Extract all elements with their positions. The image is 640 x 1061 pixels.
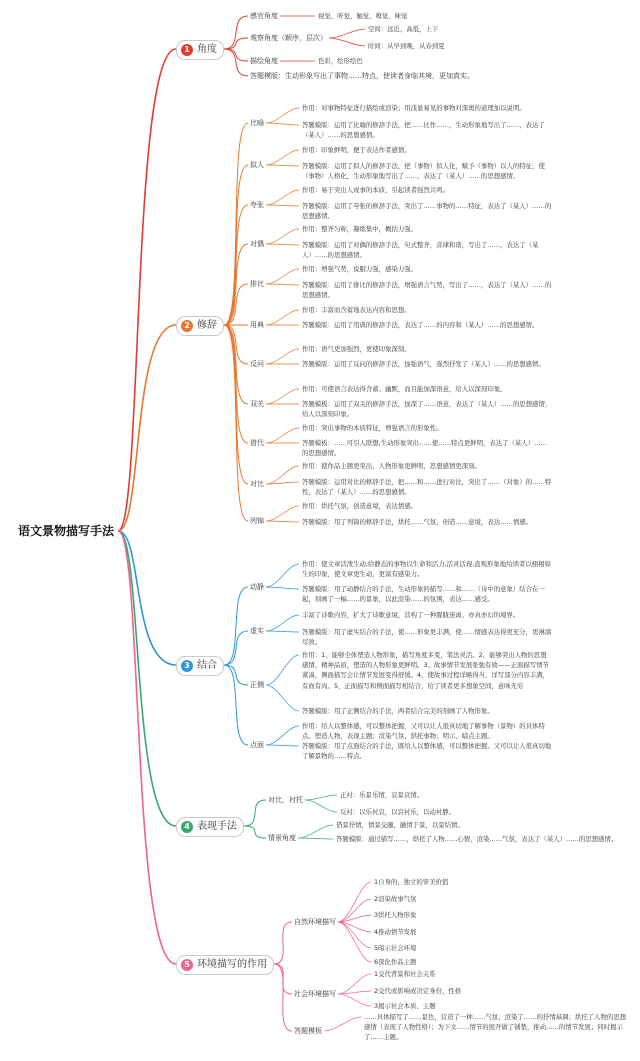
subtopic[interactable]: 夸张 — [250, 201, 264, 209]
connector-line — [338, 882, 371, 922]
leaf-text: ……具体描写了……景色，营造了一种……气氛；渲染了……的抒情基调；烘托了人物的思想感情（表现了人物性格）；为下文……情节的展开做了铺垫，推动……的情节发展；同时揭示了……主题。 — [364, 1013, 627, 1042]
leaf-text: 作用：语气更加强烈，更使印象深刻。 — [302, 345, 411, 353]
connector-line — [224, 123, 248, 325]
leaf-text: 借景抒情，情景交融，融情于景，以景结情。 — [336, 821, 464, 829]
subtopic[interactable]: 答题模版：生动形象写出了事物……特点，使读者身临其境，更加真实。 — [250, 72, 474, 80]
subtopic[interactable]: 拟人 — [250, 161, 264, 169]
leaf-text: 答题模版：运用了对偶的修辞手法，句式整齐，音律和谐，写出了……，表达了（某人）……的思想感情。 — [302, 241, 539, 260]
leaf-text: 答题模版：用了虚实结合的手法，使……形象更丰满，使……情感表达得更充分，更淋漓尽致。 — [302, 628, 552, 647]
main-topic-label: 表现手法 — [197, 821, 237, 832]
connector-line — [244, 800, 266, 826]
main-topic-1[interactable] — [176, 40, 224, 60]
subtopic[interactable]: 观察角度（顺序，层次） — [250, 34, 327, 42]
subtopic[interactable]: 答题模板 — [294, 1027, 322, 1035]
connector-line — [224, 587, 248, 665]
connector-line — [266, 123, 299, 125]
subtopic[interactable]: 自然环境描写 — [294, 918, 336, 926]
leaf-text: 作用：印象鲜明，便于表达作者感情。 — [302, 146, 411, 154]
leaf-text: 作用：给人以整体感，可以整体把握，又可以让人很真切地了解事物（景物）的具体特点。塑造人物，表现主题；渲染气氛，烘托事物；明示、暗点主题。 — [302, 722, 545, 741]
connector-line — [224, 49, 248, 76]
connector-line — [324, 1017, 361, 1031]
leaf-text: 3烘托人物形象 — [374, 911, 417, 919]
subtopic[interactable]: 双关 — [250, 400, 264, 408]
topic-number-badge: 5 — [181, 959, 193, 971]
connector-line — [266, 244, 299, 245]
connector-line — [305, 800, 337, 812]
subtopic[interactable]: 列锦 — [250, 517, 264, 525]
leaf-text: 答题模版：运用对比的修辞手法，把……和……进行对比，突出了……（对象）的……特性，表达了（某人）……的思想感情。 — [302, 478, 552, 497]
connector-line — [118, 531, 176, 826]
subtopic[interactable]: 反问 — [250, 360, 264, 368]
connector-line — [266, 310, 299, 325]
leaf-text: 作用：增强气势，说服力强，感染力强。 — [302, 265, 418, 273]
connector-line — [266, 466, 299, 484]
connector-line — [266, 564, 299, 587]
connector-line — [329, 38, 365, 46]
connector-line — [338, 922, 371, 962]
connector-line — [266, 150, 299, 165]
subtopic[interactable]: 对比，衬托 — [268, 796, 303, 804]
connector-line — [244, 826, 266, 838]
leaf-text: 答题模板：运用了双关的修辞手法，加深了……语意，表达了（某人）……的思想感情，给人以深刻印象。 — [302, 400, 552, 419]
connector-line — [266, 631, 299, 632]
leaf-text: 答题模版：运用了反问的修辞手法，加强语气，强烈抒发了（某人）……的思想感情。 — [302, 360, 545, 368]
leaf-text: 1交代背景和社会关系 — [374, 970, 436, 978]
connector-line — [266, 349, 299, 364]
connector-line — [274, 922, 292, 964]
main-topic-3[interactable] — [176, 656, 224, 676]
main-topic-4[interactable] — [176, 817, 244, 837]
connector-line — [224, 325, 248, 521]
subtopic[interactable]: 点面 — [250, 741, 264, 749]
connector-line — [329, 29, 365, 38]
leaf-text: 正衬：乐景乐情，哀景哀情。 — [340, 791, 424, 799]
leaf-text: 答题模版：运用了排比的修辞手法，增强语言气势，写出了……，表达了（某人）……的思想感情。 — [302, 281, 552, 300]
leaf-text: 空间：远近，高低，上下 — [368, 25, 439, 33]
leaf-text: 作用：丰富而含蓄地表达内容和思想。 — [302, 306, 411, 314]
connector-line — [266, 165, 299, 166]
leaf-text: 答题模板：……可引人联想,生动形象突出……使……特点更鲜明，表达了（某人）……的思想感情。 — [302, 439, 547, 458]
connector-line — [266, 205, 299, 206]
leaf-text: 答题模版：运用了用典的修辞手法，表达了……的内容和（某人）……的思想感情。 — [302, 321, 539, 329]
subtopic[interactable]: 动静 — [250, 583, 264, 591]
leaf-text: 作用：突出事物的本质特征，增强语言的形象性。 — [302, 424, 443, 432]
leaf-text: 反衬：以乐衬哀，以哀衬乐，以动衬静。 — [340, 808, 456, 816]
leaf-text: 答题模版：运用了夸张的修辞手法，突出了……事物的……特征，表达了（某人）……的思想感情。 — [302, 202, 552, 221]
leaf-text: 视觉、听觉、触觉、嗅觉、味觉 — [318, 12, 408, 20]
subtopic[interactable]: 情景角度 — [268, 834, 296, 842]
connector-line — [338, 922, 371, 948]
root-topic[interactable]: 语文景物描写手法 — [18, 524, 115, 538]
connector-line — [266, 685, 299, 711]
connector-line — [305, 795, 337, 800]
subtopic[interactable]: 借代 — [250, 439, 264, 447]
subtopic[interactable]: 排比 — [250, 280, 264, 288]
leaf-text: 2交代或影响或决定身份，性格 — [374, 987, 462, 995]
main-topic-label: 角度 — [197, 44, 217, 55]
connector-line — [266, 108, 299, 123]
main-topic-label: 修辞 — [197, 320, 217, 331]
connector-line — [266, 506, 299, 521]
connector-line — [224, 38, 248, 49]
leaf-text: 3揭示社会本质、主题 — [374, 1002, 436, 1010]
connector-line — [298, 825, 333, 838]
connector-line — [266, 726, 299, 745]
topic-number-badge: 4 — [181, 821, 193, 833]
leaf-text: 作用：使作品主题更突出，人物形象更鲜明，思想感情更深刻。 — [302, 462, 481, 470]
leaf-text: 答题模版：通过描写……，烘托了人物……心情，渲染……气氛，表达了（某人）……的思想感情。 — [336, 835, 618, 843]
main-topic-label: 环境描写的作用 — [197, 959, 267, 970]
leaf-text: 色彩，绘形绘色 — [318, 57, 363, 65]
subtopic[interactable]: 社会环境描写 — [294, 990, 336, 998]
leaf-text: 答题模版：用了点面结合的手法，既给人以整体感，可以整体把握。又可以让人很真切地了解景物的……特点。 — [302, 742, 552, 761]
main-topic-label: 结合 — [197, 660, 217, 671]
leaf-text: 6深化作品主题 — [374, 958, 417, 966]
leaf-text: 1自身的，独立的审美价值 — [374, 878, 449, 886]
connector-line — [224, 49, 248, 61]
topic-number-badge: 1 — [181, 44, 193, 56]
connector-line — [266, 269, 299, 284]
connector-line — [266, 745, 299, 746]
leaf-text: 2渲染故事气氛 — [374, 895, 417, 903]
subtopic[interactable]: 用典 — [250, 321, 264, 329]
main-topic-2[interactable] — [176, 316, 224, 336]
leaf-text: 作用：整齐匀称，凝练集中，概括力强。 — [302, 225, 418, 233]
leaf-text: 作用：可使语言表达得含蓄、幽默，而且能加深语意，给人以深刻印象。 — [302, 385, 507, 393]
connector-line — [266, 284, 299, 285]
leaf-text: 答题模版：用了正侧结合的手法，两者结合完美的刻画了人物形象。 — [302, 707, 494, 715]
main-topic-5[interactable] — [176, 955, 274, 975]
connector-line — [266, 587, 299, 589]
connector-line — [266, 190, 299, 205]
connector-line — [266, 655, 299, 685]
leaf-text: 作用：对事物特征进行描绘或渲染；用浅显易见的事物对深奥的道理加以说明。 — [302, 104, 526, 112]
topic-number-badge: 2 — [181, 320, 193, 332]
connector-line — [338, 991, 371, 994]
leaf-text: 答题模版：用了列锦的修辞手法，烘托……气氛，创造……意境，表达……情感。 — [302, 518, 533, 526]
connector-line — [338, 994, 371, 1006]
leaf-text: 5暗示社会环境 — [374, 944, 417, 952]
leaf-text: 4推动情节发展 — [374, 928, 417, 936]
leaf-text: 答题模版：运用了比喻的修辞手法，把……比作……，生动形象地写出了……，表达了（某人）……的思想感情。 — [302, 121, 545, 140]
leaf-text: 作用：易于突出人或事的本质，引起读者强烈共鸣。 — [302, 186, 449, 194]
leaf-text: 丰富了诗歌内容，扩大了诗歌意境，营构了一种朦胧迷离、亦真亦幻的境界。 — [302, 611, 520, 619]
connector-line — [298, 838, 333, 839]
connector-line — [266, 229, 299, 244]
subtopic[interactable]: 感官角度 — [250, 12, 278, 20]
subtopic[interactable]: 对比 — [250, 480, 264, 488]
connector-line — [266, 615, 299, 631]
leaf-text: 答题模版：运用了拟人的修辞手法，把（事物）拟人化，赋予（事物）以人的特征，使（事物）人格化，生动形象地写出了……，表达了（某人）……的思想感情。 — [302, 162, 545, 181]
leaf-text: 作用：1、能够全体塑造人物形象，描写角度多变，笔法灵活。2、能够突出人物的思想感情、精神品质，塑造的人物形象更鲜明。3、故事情节发展张弛有致——正面描写情节紧凑，侧面描写会让情节发展变得舒缓。4、使故事过程详略得当，详写部分内容丰满，有血有肉。5、正面描写和侧面描写相结合，给了读者更多想象空间，意味无穷 — [302, 651, 549, 690]
leaf-text: 作用：使文章活泼生动,给静态的事物以生命和活力,活灵活现,直观形象地给读者以栩栩如生的印象，使文章更生动，更富有感染力。 — [302, 560, 551, 579]
connector-line — [224, 665, 248, 685]
leaf-text: 作用：烘托气氛，创造意境，表达情感。 — [302, 502, 418, 510]
subtopic[interactable]: 比喻 — [250, 119, 264, 127]
subtopic[interactable]: 描绘角度 — [250, 57, 278, 65]
connector-line — [224, 631, 248, 665]
connector-line — [266, 389, 299, 404]
leaf-text: 时间：从早到晚，从春到夏 — [368, 42, 445, 50]
connector-line — [118, 49, 176, 531]
subtopic[interactable]: 对偶 — [250, 240, 264, 248]
connector-line — [266, 428, 299, 443]
subtopic[interactable]: 虚实 — [250, 627, 264, 635]
leaf-text: 答题模版：用了动静结合的手法，生动形象的描写……和……（诗中的意象）结合在一起，刻画了一幅……的景象，以此渲染……的氛围，表达……感受。 — [302, 585, 545, 604]
connector-line — [266, 521, 299, 522]
topic-number-badge: 3 — [181, 660, 193, 672]
subtopic[interactable]: 正侧 — [250, 681, 264, 689]
